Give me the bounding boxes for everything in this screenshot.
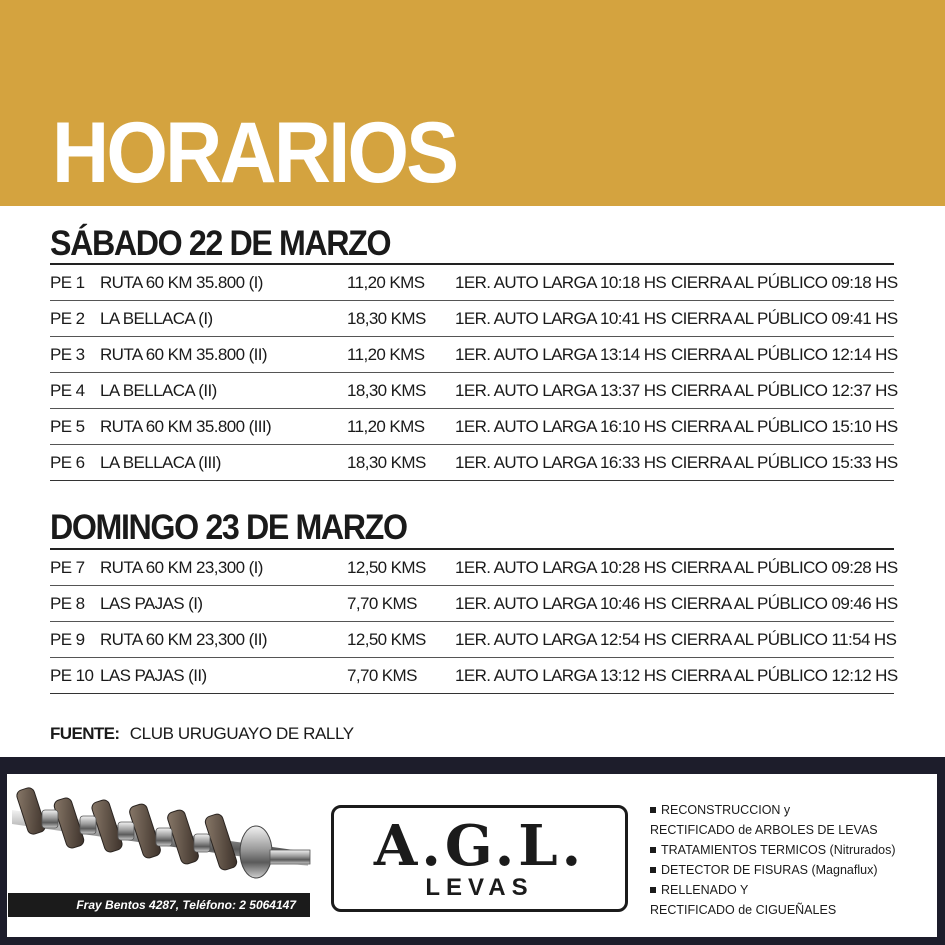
stage-code: PE 4 — [50, 381, 85, 400]
stage-code: PE 2 — [50, 309, 85, 328]
stage-start-time: 1ER. AUTO LARGA 12:54 HS — [455, 630, 667, 649]
services-list — [650, 800, 935, 920]
stage-close-time: CIERRA AL PÚBLICO 09:18 HS — [671, 273, 898, 292]
stage-name: RUTA 60 KM 23,300 (II) — [100, 630, 267, 649]
table-row — [50, 265, 898, 301]
stage-close-time: CIERRA AL PÚBLICO 15:33 HS — [671, 453, 898, 472]
stage-code: PE 6 — [50, 453, 85, 472]
stage-name: RUTA 60 KM 23,300 (I) — [100, 558, 263, 577]
stage-name: LAS PAJAS (II) — [100, 666, 207, 685]
stage-name: LAS PAJAS (I) — [100, 594, 203, 613]
schedule-table-saturday — [50, 263, 898, 481]
address-phone: Fray Bentos 4287, Teléfono: 2 5064147 — [8, 893, 310, 917]
table-row — [50, 658, 898, 694]
table-row — [50, 337, 898, 373]
service-item-cont: RECTIFICADO de CIGUEÑALES — [650, 903, 837, 917]
stage-distance: 7,70 KMS — [347, 666, 417, 685]
table-row — [50, 409, 898, 445]
bullet-icon — [650, 867, 656, 873]
stage-start-time: 1ER. AUTO LARGA 13:37 HS — [455, 381, 667, 400]
stage-name: RUTA 60 KM 35.800 (I) — [100, 273, 263, 292]
stage-start-time: 1ER. AUTO LARGA 10:18 HS — [455, 273, 667, 292]
stage-distance: 12,50 KMS — [347, 630, 426, 649]
stage-start-time: 1ER. AUTO LARGA 13:12 HS — [455, 666, 667, 685]
table-row — [50, 622, 897, 658]
stage-start-time: 1ER. AUTO LARGA 10:46 HS — [455, 594, 667, 613]
agl-logo — [331, 805, 628, 912]
day-title-saturday: SÁBADO 22 DE MARZO — [50, 224, 391, 263]
stage-name: LA BELLACA (I) — [100, 309, 213, 328]
source-label: FUENTE: — [50, 724, 120, 743]
stage-close-time: CIERRA AL PÚBLICO 12:37 HS — [671, 381, 898, 400]
service-item: RECONSTRUCCION y — [650, 800, 935, 820]
bullet-icon — [650, 887, 656, 893]
stage-distance: 18,30 KMS — [347, 309, 426, 328]
bullet-icon — [650, 807, 656, 813]
crankshaft-icon — [8, 770, 313, 892]
day-title-sunday: DOMINGO 23 DE MARZO — [50, 508, 407, 547]
service-item: DETECTOR DE FISURAS (Magnaflux) — [650, 860, 935, 880]
service-item: RELLENADO Y — [650, 880, 935, 900]
stage-name: RUTA 60 KM 35.800 (II) — [100, 345, 267, 364]
stage-distance: 11,20 KMS — [347, 417, 425, 436]
stage-close-time: CIERRA AL PÚBLICO 12:12 HS — [671, 666, 898, 685]
stage-name: LA BELLACA (II) — [100, 381, 217, 400]
table-row — [50, 445, 898, 481]
schedule-table-sunday — [50, 548, 898, 694]
table-row — [50, 373, 898, 409]
source-credit — [50, 724, 354, 744]
stage-close-time: CIERRA AL PÚBLICO 09:46 HS — [671, 594, 898, 613]
source-value: CLUB URUGUAYO DE RALLY — [129, 724, 354, 743]
stage-start-time: 1ER. AUTO LARGA 10:28 HS — [455, 558, 667, 577]
stage-code: PE 9 — [50, 630, 85, 649]
stage-name: LA BELLACA (III) — [100, 453, 221, 472]
service-item-cont: RECTIFICADO de ARBOLES DE LEVAS — [650, 823, 878, 837]
stage-code: PE 3 — [50, 345, 85, 364]
stage-start-time: 1ER. AUTO LARGA 16:10 HS — [455, 417, 667, 436]
stage-code: PE 7 — [50, 558, 85, 577]
stage-code: PE 8 — [50, 594, 85, 613]
service-item: TRATAMIENTOS TERMICOS (Nitrurados) — [650, 840, 935, 860]
stage-close-time: CIERRA AL PÚBLICO 09:28 HS — [671, 558, 898, 577]
stage-code: PE 10 — [50, 666, 94, 685]
stage-code: PE 1 — [50, 273, 85, 292]
stage-close-time: CIERRA AL PÚBLICO 12:14 HS — [671, 345, 898, 364]
stage-start-time: 1ER. AUTO LARGA 13:14 HS — [455, 345, 667, 364]
stage-distance: 12,50 KMS — [347, 558, 426, 577]
page-title: HORARIOS — [52, 105, 457, 201]
stage-name: RUTA 60 KM 35.800 (III) — [100, 417, 272, 436]
stage-code: PE 5 — [50, 417, 85, 436]
table-row — [50, 550, 898, 586]
table-row — [50, 586, 898, 622]
stage-distance: 7,70 KMS — [347, 594, 417, 613]
stage-distance: 11,20 KMS — [347, 345, 425, 364]
stage-distance: 11,20 KMS — [347, 273, 425, 292]
stage-distance: 18,30 KMS — [347, 453, 426, 472]
stage-start-time: 1ER. AUTO LARGA 16:33 HS — [455, 453, 667, 472]
table-row — [50, 301, 898, 337]
bullet-icon — [650, 847, 656, 853]
stage-distance: 18,30 KMS — [347, 381, 426, 400]
stage-start-time: 1ER. AUTO LARGA 10:41 HS — [455, 309, 667, 328]
stage-close-time: CIERRA AL PÚBLICO 09:41 HS — [671, 309, 898, 328]
logo-sub-text: LEVAS — [425, 874, 534, 901]
logo-main-text: A.G.L. — [373, 813, 586, 879]
stage-close-time: CIERRA AL PÚBLICO 11:54 HS — [671, 630, 897, 649]
stage-close-time: CIERRA AL PÚBLICO 15:10 HS — [671, 417, 898, 436]
